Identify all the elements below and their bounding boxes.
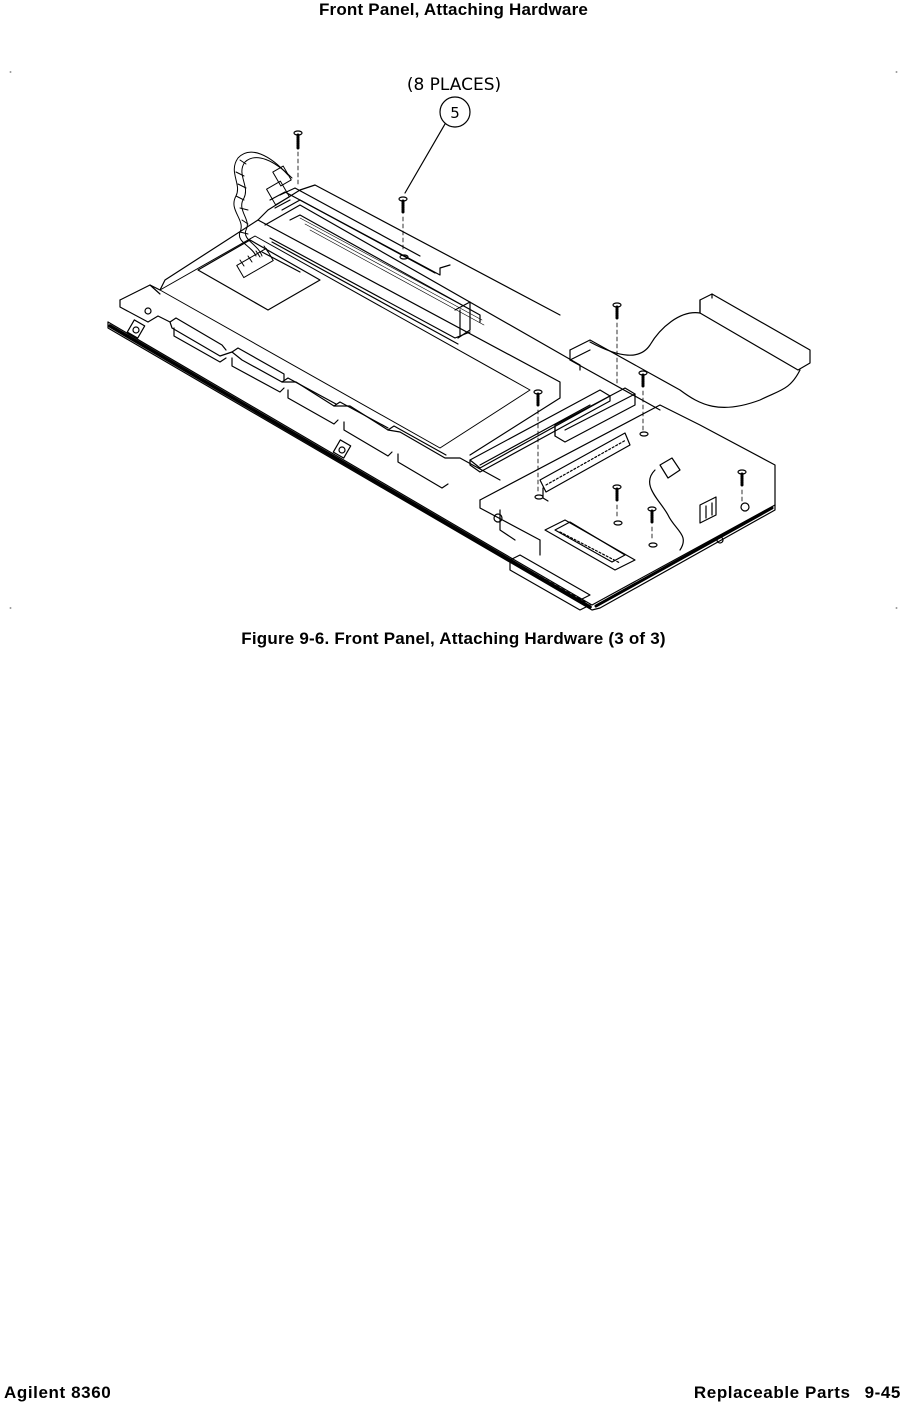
screw-4	[639, 371, 648, 436]
screw-8	[738, 470, 746, 502]
front-panel-frame	[108, 185, 775, 610]
screws	[294, 131, 746, 547]
figure-caption: Figure 9-6. Front Panel, Attaching Hardware (3 of 3)	[241, 629, 666, 648]
callout-number: 5	[450, 104, 460, 122]
callout-bubble	[405, 97, 470, 193]
screw-2	[399, 197, 408, 259]
display-assembly	[160, 188, 580, 455]
footer-product: Agilent 8360	[4, 1383, 112, 1402]
footer-page-number: 9-45	[864, 1383, 901, 1402]
screw-6	[613, 485, 622, 525]
screw-1	[294, 131, 302, 185]
page-title: Front Panel, Attaching Hardware	[318, 0, 589, 19]
screw-3	[613, 303, 621, 385]
assembly-drawing	[0, 60, 907, 620]
exploded-assembly-figure	[0, 60, 907, 620]
screw-7	[648, 507, 657, 547]
callout-places-label: (8 PLACES)	[406, 75, 502, 95]
ribbon-cable	[570, 294, 810, 410]
footer-section: Replaceable Parts	[693, 1383, 851, 1402]
center-connectors	[470, 388, 775, 610]
footer-page-ref	[694, 1383, 901, 1403]
